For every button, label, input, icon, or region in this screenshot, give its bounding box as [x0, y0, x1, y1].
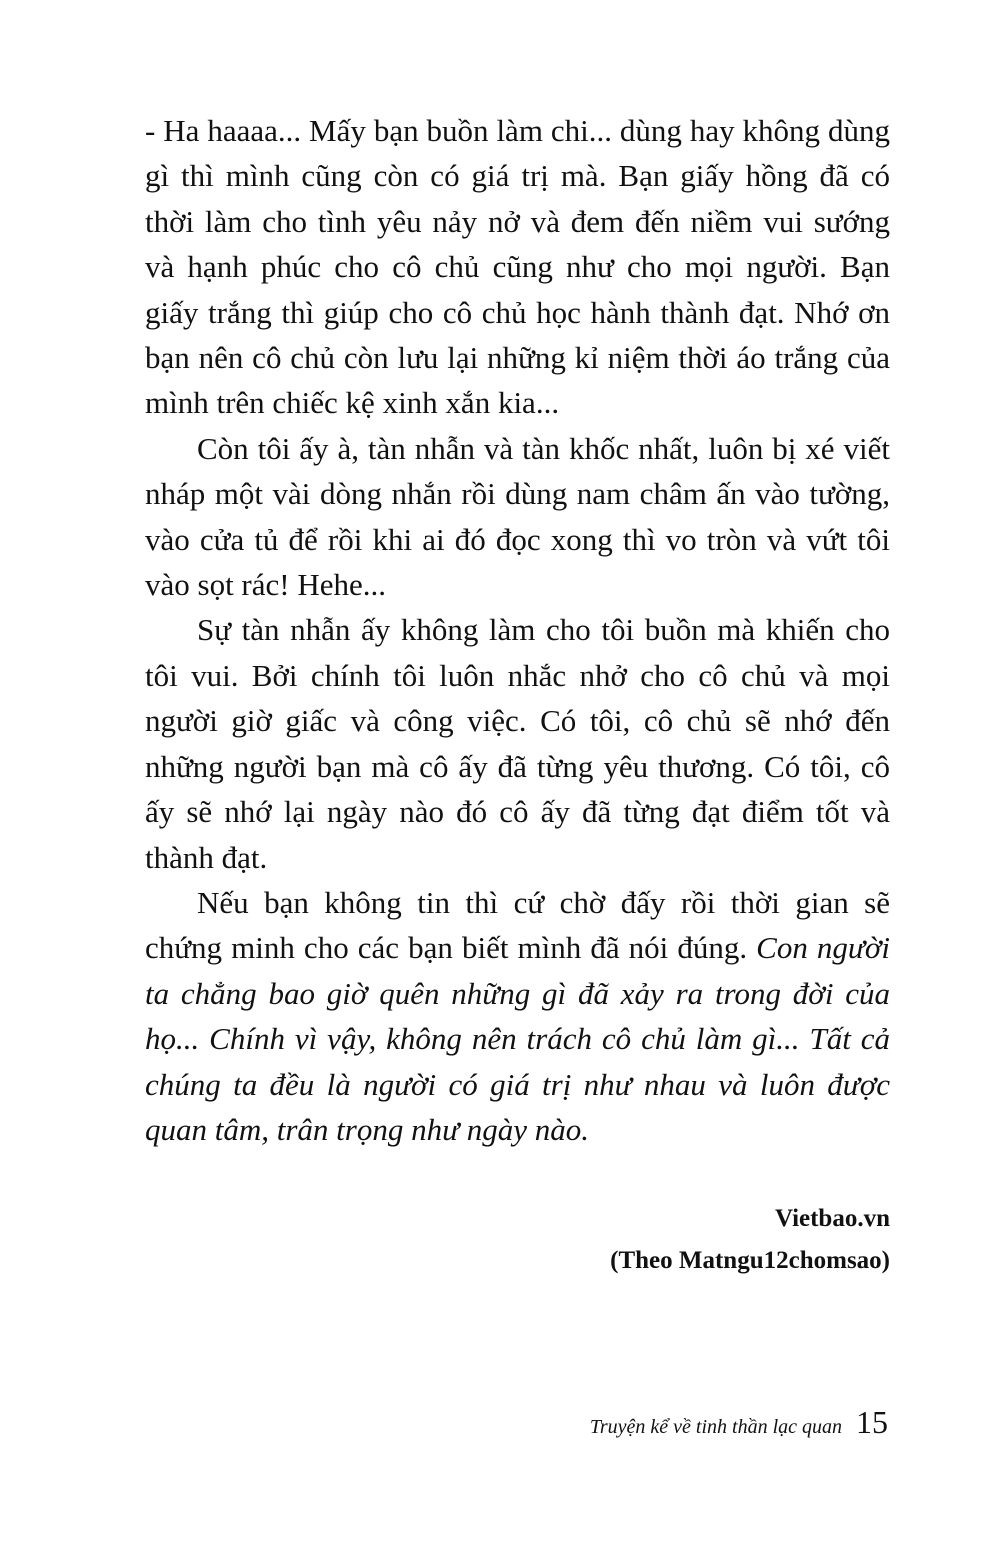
paragraph-4 — [145, 880, 890, 1152]
page-body — [145, 108, 890, 1152]
source-site: Vietbao.vn — [774, 1205, 890, 1232]
running-title: Truyện kể về tinh thần lạc quan — [589, 1416, 842, 1438]
paragraph-4-text: Nếu bạn không tin thì cứ chờ đấy rồi thời gian sẽ chứng minh cho các bạn biết mình đã nói đúng. — [145, 884, 890, 966]
paragraph-3: Sự tàn nhẫn ấy không làm cho tôi buồn mà khiến cho tôi vui. Bởi chính tôi luôn nhắc nhở cho cô chủ và mọi người giờ giấc và công việc. Có tôi, cô chủ sẽ nhớ đến những người bạn mà cô ấy đã từng yêu thương. Có tôi, cô ấy sẽ nhớ lại ngày nào đó cô ấy đã từng đạt điểm tốt và thành đạt. — [145, 612, 890, 875]
page-footer — [590, 1404, 888, 1441]
paragraph-1: - Ha haaaa... Mấy bạn buồn làm chi... dùng hay không dùng gì thì mình cũng còn có giá trị mà. Bạn giấy hồng đã có thời làm cho tình yêu nảy nở và đem đến niềm vui sướng và hạnh phúc cho cô chủ cũng như cho mọi người. Bạn giấy trắng thì giúp cho cô chủ học hành thành đạt. Nhớ ơn bạn nên cô chủ còn lưu lại những kỉ niệm thời áo trắng của mình trên chiếc kệ xinh xắn kia... — [145, 113, 890, 421]
page-number: 15 — [856, 1404, 888, 1440]
source-credit: (Theo Matngu12chomsao) — [610, 1247, 890, 1274]
paragraph-4-italic: Con người ta chẳng bao giờ quên những gì đã xảy ra trong đời của họ... Chính vì vậy, không nên trách cô chủ làm gì... Tất cả chúng ta đều là người có giá trị như nhau và luôn được quan tâm, trân trọng như ngày nào. — [145, 930, 890, 1147]
paragraph-2: Còn tôi ấy à, tàn nhẫn và tàn khốc nhất, luôn bị xé viết nháp một vài dòng nhắn rồi dùng nam châm ấn vào tường, vào cửa tủ để rồi khi ai đó đọc xong thì vo tròn và vứt tôi vào sọt rác! Hehe... — [145, 430, 890, 603]
source-attribution — [610, 1198, 890, 1282]
